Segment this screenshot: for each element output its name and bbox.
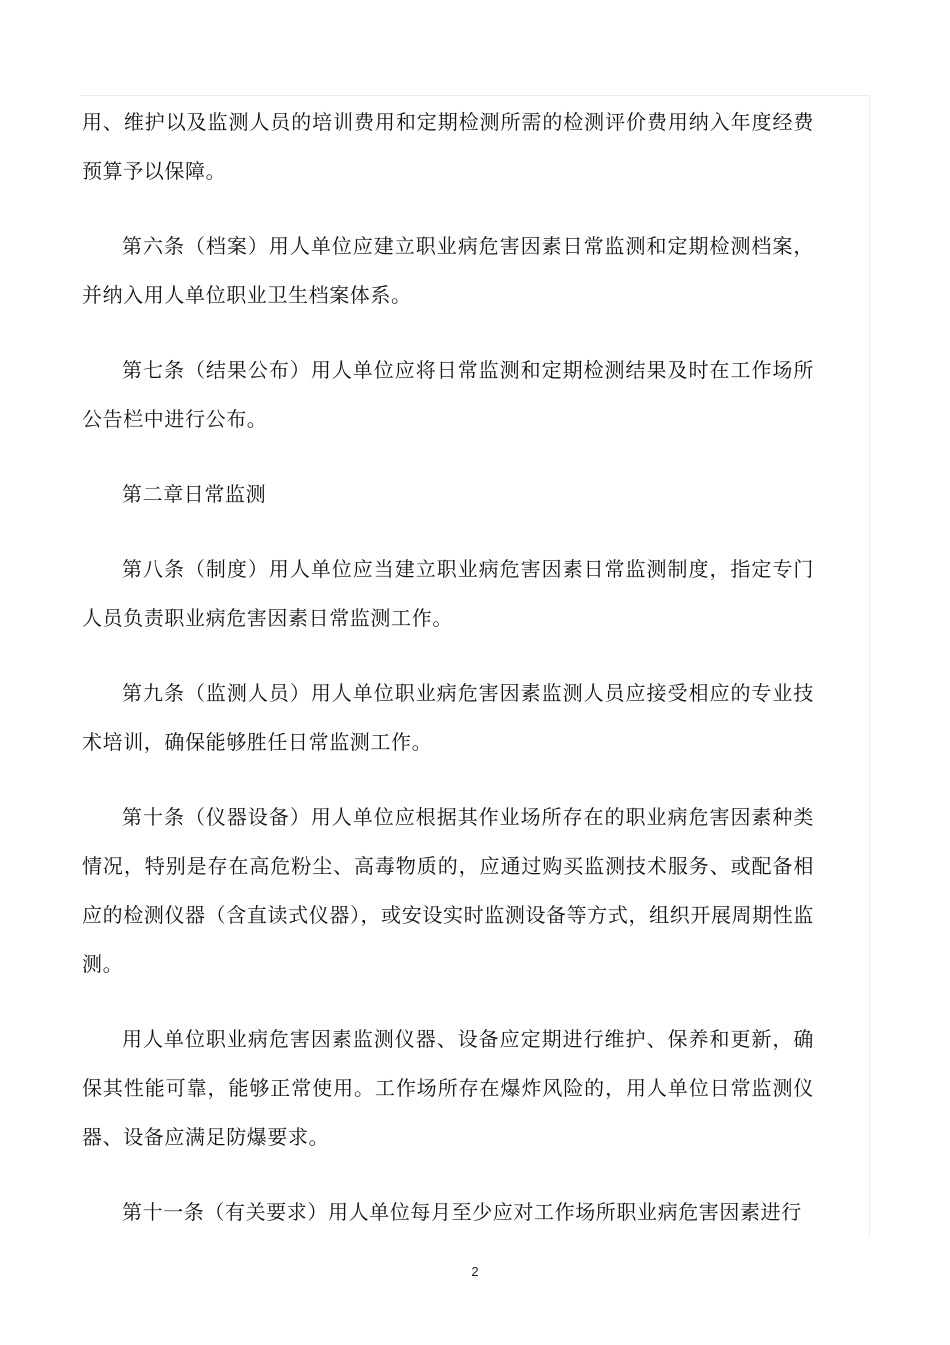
paragraph-article-10: 第十条（仪器设备）用人单位应根据其作业场所存在的职业病危害因素种类情况，特别是存在高危粉尘、高毒物质的，应通过购买监测技术服务、或配备相应的检测仪器（含直读式仪器），或安设实时监测设备等方式，组织开展周期性监测。 [82, 805, 814, 976]
chapter-heading: 第二章日常监测 [122, 482, 267, 506]
document-body [82, 98, 814, 1263]
paragraph-article-11: 第十一条（有关要求）用人单位每月至少应对工作场所职业病危害因素进行 [122, 1200, 802, 1224]
paragraph-article-9: 第九条（监测人员）用人单位职业病危害因素监测人员应接受相应的专业技术培训，确保能够胜任日常监测工作。 [82, 681, 814, 754]
paragraph-article-8: 第八条（制度）用人单位应当建立职业病危害因素日常监测制度，指定专门人员负责职业病危害因素日常监测工作。 [82, 557, 814, 630]
paragraph-article-10-continued: 用人单位职业病危害因素监测仪器、设备应定期进行维护、保养和更新，确保其性能可靠，能够正常使用。工作场所存在爆炸风险的，用人单位日常监测仪器、设备应满足防爆要求。 [82, 1027, 814, 1149]
page-number: 2 [471, 1264, 479, 1279]
paragraph-article-6: 第六条（档案）用人单位应建立职业病危害因素日常监测和定期检测档案，并纳入用人单位职业卫生档案体系。 [82, 234, 814, 307]
paragraph-continuation: 用、维护以及监测人员的培训费用和定期检测所需的检测评价费用纳入年度经费预算予以保障。 [82, 110, 814, 183]
paragraph-article-7: 第七条（结果公布）用人单位应将日常监测和定期检测结果及时在工作场所公告栏中进行公布。 [82, 358, 814, 431]
